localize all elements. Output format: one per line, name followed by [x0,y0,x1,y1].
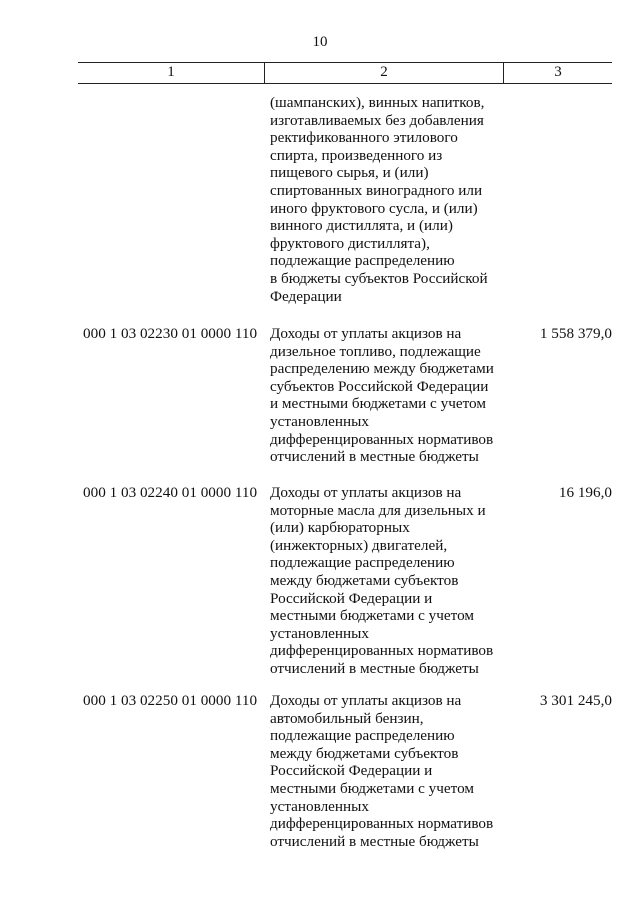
row-description: Доходы от уплаты акцизов на автомобильный бензин, подлежащие распределению между бюджетами субъектов Российской Федерации и местными бюджетами с учетом установленных дифференцированных нормативов отчислений в местные бюджеты [270,692,494,850]
row-description: Доходы от уплаты акцизов на дизельное топливо, подлежащие распределению между бюджетами субъектов Российской Федерации и местными бюджетами с учетом установленных дифференцированных нормативов отчислений в местные бюджеты [270,325,494,466]
header-col-2: 2 [265,63,504,83]
row-code: 000 1 03 02250 01 0000 110 [83,692,258,709]
row-description: Доходы от уплаты акцизов на моторные масла для дизельных и (или) карбюраторных (инжекторных) двигателей, подлежащие распределению между бюджетами субъектов Российской Федерации и местными бюджетами с учетом установленных дифференцированных нормативов отчислений в местные бюджеты [270,484,494,677]
row-amount: 1 558 379,0 [539,325,612,342]
row-code: 000 1 03 02230 01 0000 110 [83,325,258,342]
row-code: 000 1 03 02240 01 0000 110 [83,484,258,501]
page-number: 10 [312,34,328,50]
header-col-3: 3 [554,64,562,80]
row-description: (шампанских), винных напитков, изготавливаемых без добавления ректификованного этилового спирта, произведенного из пищевого сырья, и (или) спиртованных виноградного или иного фруктового сусла, и (или) винного дистиллята, и (или) фруктового дистиллята), подлежащие распределению в бюджеты субъектов Российской Федерации [270,94,488,305]
header-col-1: 1 [78,63,265,83]
table-header [78,62,612,84]
row-amount: 16 196,0 [558,484,612,501]
row-amount: 3 301 245,0 [539,692,612,709]
